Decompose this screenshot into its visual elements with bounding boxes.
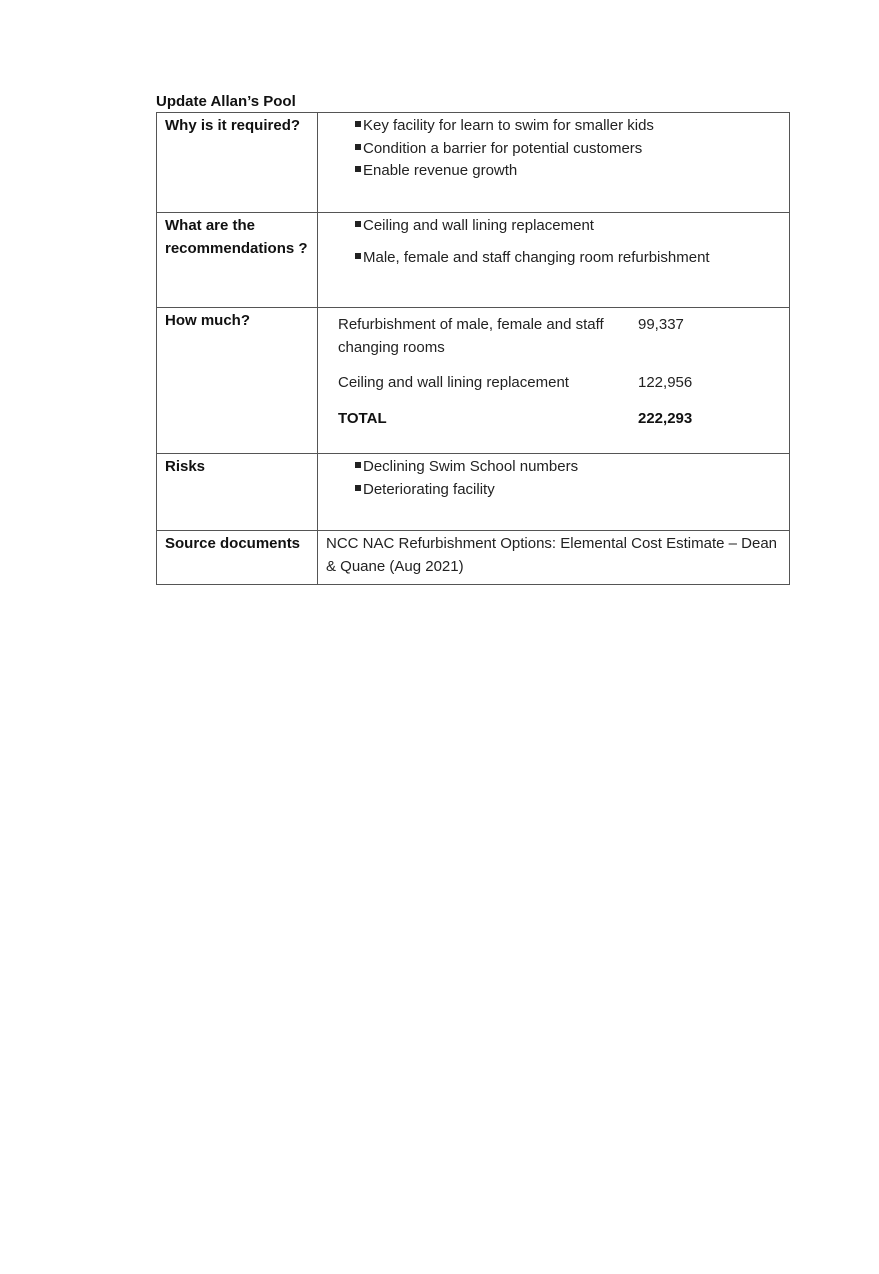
row-content-recommendations xyxy=(318,213,790,308)
list-item: Ceiling and wall lining replacement xyxy=(355,215,789,238)
list-item: Male, female and staff changing room refurbishment xyxy=(355,247,789,270)
list-item: Declining Swim School numbers xyxy=(355,456,789,479)
square-bullet-icon xyxy=(355,253,361,259)
square-bullet-icon xyxy=(355,485,361,491)
list-item: Deteriorating facility xyxy=(355,479,789,502)
source-document-text: NCC NAC Refurbishment Options: Elemental Cost Estimate – Dean & Quane (Aug 2021) xyxy=(326,535,778,575)
row-content-risks xyxy=(318,454,790,531)
cost-amount: 122,956 xyxy=(638,374,693,391)
square-bullet-icon xyxy=(355,121,361,127)
table-row-source xyxy=(157,531,790,585)
row-label-why: Why is it required? xyxy=(157,113,318,213)
why-bullet-list xyxy=(318,113,789,183)
row-content-how-much xyxy=(318,308,790,454)
total-amount: 222,293 xyxy=(638,409,693,427)
document-title: Update Allan’s Pool xyxy=(156,93,296,110)
cost-amount: 99,337 xyxy=(638,316,684,333)
row-content-source xyxy=(318,531,790,585)
cost-breakdown-table xyxy=(338,314,738,430)
cost-row xyxy=(338,314,738,359)
cost-row xyxy=(338,372,738,395)
row-label-source: Source documents xyxy=(157,531,318,585)
risks-bullet-list xyxy=(318,454,789,501)
table-row-why xyxy=(157,113,790,213)
list-item: Key facility for learn to swim for smaller kids xyxy=(355,115,789,138)
row-label-recommendations: What are the recommendations ? xyxy=(157,213,318,308)
square-bullet-icon xyxy=(355,221,361,227)
cost-description: Refurbishment of male, female and staff changing rooms xyxy=(338,316,604,356)
total-label: TOTAL xyxy=(338,409,387,427)
cost-description: Ceiling and wall lining replacement xyxy=(338,374,569,391)
list-item: Enable revenue growth xyxy=(355,160,789,183)
list-item: Condition a barrier for potential customers xyxy=(355,138,789,161)
row-content-why xyxy=(318,113,790,213)
table-row-risks xyxy=(157,454,790,531)
square-bullet-icon xyxy=(355,144,361,150)
square-bullet-icon xyxy=(355,462,361,468)
row-label-risks: Risks xyxy=(157,454,318,531)
recommendations-bullet-list xyxy=(318,213,789,269)
row-label-how-much: How much? xyxy=(157,308,318,454)
table-row-recommendations xyxy=(157,213,790,308)
square-bullet-icon xyxy=(355,166,361,172)
summary-table xyxy=(156,112,790,585)
cost-total-row xyxy=(338,408,738,431)
table-row-how-much xyxy=(157,308,790,454)
